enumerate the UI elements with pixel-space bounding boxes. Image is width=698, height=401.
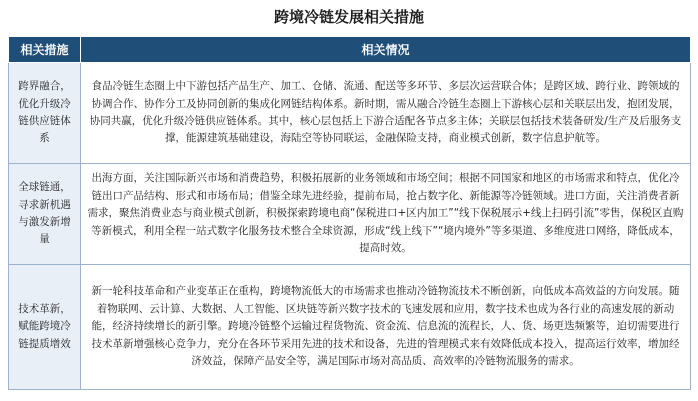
detail-cell: 新一轮科技革命和产业变革正在重构，跨境物流低大的市场需求也推动冷链物流技术不断创新，向低成本高效益的方向发展。随着物联网、云计算、大数据、人工智能、区块链等新兴数字技术的飞速发展和应用，数字技术也成为各行业的高速发展的新动能，经济持续增长的新引擎。跨境冷链整个运输过程货物流、资金流、信息流的流程长，人、货、场更迭频繁等，迫切需要进行技术革新增强核心竞争力，充分在各环节采用先进的技术和设备，先进的管理模式来有效降低成本投入，提高运行效率，增加经济效益，保障产品安全等，满足国际市场对高品质、高效率的冷链物流服务的需求。 bbox=[81, 265, 691, 390]
detail-cell: 出海方面，关注国际新兴市场和消费趋势，积极拓展新的业务领域和市场空间；根据不同国家和地区的市场需求和特点，优化冷链出口产品结构、形式和市场布局；借鉴全球先进经验，提前布局，抢占数字化、新能源等冷链领域。进口方面，关注消费者新需求，聚焦消费业态与商业模式创新，积极探索跨境电商“保税进口+区内加工”“线下保税展示+线上扫码引流”零售，保税区直购等新模式，利用全程一站式数字化服务技术整合全球资源，形成“线上线下”“境内境外”等多渠道、多维度进口网络，降低成本，提高时效。 bbox=[81, 164, 691, 265]
measure-cell: 技术革新，赋能跨境冷链提质增效 bbox=[9, 265, 81, 390]
measure-cell: 跨界融合，优化升级冷链供应链体系 bbox=[9, 63, 81, 164]
table-row bbox=[9, 164, 691, 265]
measures-table bbox=[8, 36, 691, 390]
table-row bbox=[9, 265, 691, 390]
table-row bbox=[9, 63, 691, 164]
table-header-row bbox=[9, 37, 691, 63]
page-title: 跨境冷链发展相关措施 bbox=[273, 8, 424, 26]
header-detail: 相关情况 bbox=[81, 37, 691, 63]
measure-cell: 全球链通，寻求新机遇与激发新增量 bbox=[9, 164, 81, 265]
header-measure: 相关措施 bbox=[9, 37, 81, 63]
detail-cell: 食品冷链生态圈上中下游包括产品生产、加工、仓储、流通、配送等多环节、多层次运营联合体；是跨区域、跨行业、跨领域的协调合作、协作分工及协同创新的集成化网链结构体系。新时期，需从融合冷链生态圈上下游核心层和关联层出发，抱团发展，协同共赢，优化升级冷链供应链体系。其中，核心层包括上下游合适配各节点多主体；关联层包括技术装备研发/生产及后服务支撑，能源建筑基础建设，海陆空等协同联运，金融保险支持，商业模式创新，数字信息护航等。 bbox=[81, 63, 691, 164]
